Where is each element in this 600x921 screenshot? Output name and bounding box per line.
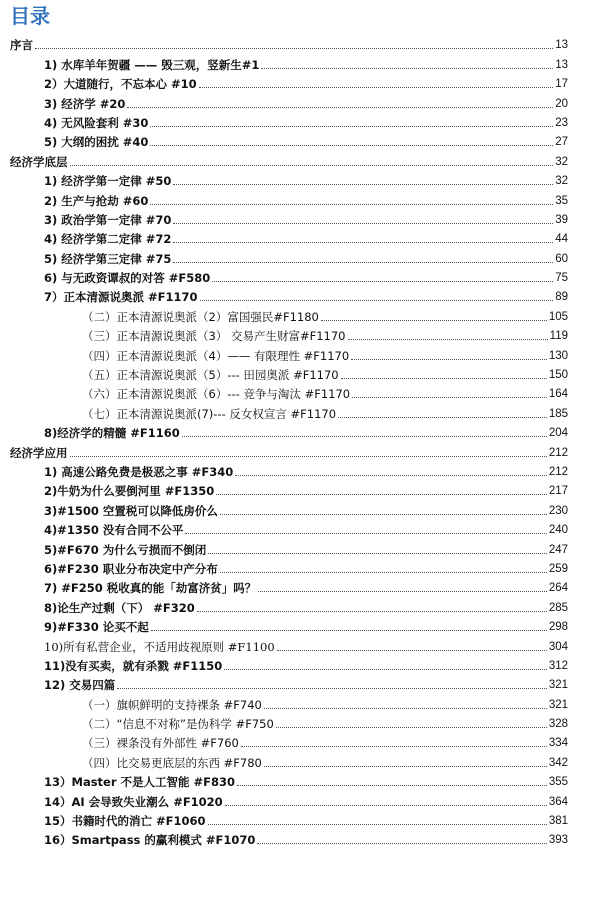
toc-entry[interactable]: [0, 635, 600, 654]
toc-entry[interactable]: [0, 577, 600, 596]
toc-entry-label: 11)没有买卖，就有杀戮 #F1150: [44, 658, 223, 673]
dot-leader: [173, 242, 553, 243]
toc-subentry[interactable]: [0, 713, 600, 732]
dot-leader: [351, 359, 547, 360]
dot-leader: [117, 688, 547, 689]
toc-entry[interactable]: [0, 267, 600, 286]
toc-entry-label: 9)#F330 论买不起: [44, 620, 149, 635]
toc-page-number: 23: [555, 116, 568, 129]
toc-page-number: 247: [548, 543, 568, 556]
toc-entry-label: 4) 无风险套利 #30: [44, 115, 149, 130]
toc-page-number: 321: [548, 698, 568, 711]
dot-leader: [277, 650, 547, 651]
toc-page-number: 393: [548, 834, 568, 847]
toc-page-number: 44: [555, 233, 568, 246]
toc-subentry[interactable]: [0, 364, 600, 383]
toc-entry-label: （二）正本清源说奥派（2）富国强民#F1180: [82, 309, 319, 324]
toc-entry[interactable]: [0, 73, 600, 92]
toc-entry[interactable]: [0, 53, 600, 72]
toc-entry-label: 5)#F670 为什么亏损而不倒闭: [44, 542, 207, 557]
toc-page-number: 185: [548, 407, 568, 420]
toc-page-number: 364: [548, 795, 568, 808]
dot-leader: [182, 436, 547, 437]
dot-leader: [127, 107, 553, 108]
toc-entry-label: 12) 交易四篇: [44, 678, 116, 693]
toc-entry[interactable]: [0, 189, 600, 208]
toc-page-number: 39: [555, 213, 568, 226]
toc-entry-label: 8)经济学的精髓 #F1160: [44, 426, 180, 441]
dot-leader: [35, 48, 553, 49]
toc-entry-label: 3) 经济学 #20: [44, 96, 126, 111]
toc-entry-label: （三）裸条没有外部性 #F760: [82, 736, 239, 751]
toc-entry-label: （六）正本清源说奥派（6）--- 竞争与淘汰 #F1170: [82, 387, 351, 402]
toc-entry[interactable]: [0, 829, 600, 848]
toc-entry[interactable]: [0, 480, 600, 499]
toc-entry[interactable]: [0, 538, 600, 557]
toc-page-number: 105: [548, 310, 568, 323]
toc-entry-label: 16）Smartpass 的赢利模式 #F1070: [44, 833, 256, 848]
dot-leader: [200, 300, 554, 301]
toc-section[interactable]: [0, 150, 600, 169]
toc-subentry[interactable]: [0, 402, 600, 421]
toc-entry[interactable]: [0, 519, 600, 538]
dot-leader: [173, 184, 553, 185]
toc-entry-label: 15）书籍时代的消亡 #F1060: [44, 814, 206, 829]
toc-page-number: 27: [555, 136, 568, 149]
toc-entry-label: （七）正本清源说奥派(7)--- 反女权宣言 #F1170: [82, 406, 337, 421]
toc-page-number: 13: [555, 39, 568, 52]
toc-page-number: 217: [548, 485, 568, 498]
dot-leader: [150, 126, 553, 127]
dot-leader: [197, 611, 547, 612]
toc-subentry[interactable]: [0, 305, 600, 324]
dot-leader: [220, 514, 547, 515]
dot-leader: [220, 572, 547, 573]
dot-leader: [150, 204, 553, 205]
toc-entry-label: （四）正本清源说奥派（4）—— 有限理性 #F1170: [82, 348, 350, 363]
toc-entry-label: 7）正本清源说奥派 #F1170: [44, 290, 198, 305]
dot-leader: [208, 553, 547, 554]
toc-entry-label: 2）大道随行，不忘本心 #10: [44, 77, 197, 92]
toc-entry-label: （三）正本清源说奥派（3） 交易产生财富#F1170: [82, 329, 346, 344]
toc-section[interactable]: [0, 441, 600, 460]
dot-leader: [264, 708, 547, 709]
toc-page-number: 13: [555, 58, 568, 71]
dot-leader: [237, 785, 547, 786]
dot-leader: [150, 145, 553, 146]
toc-page-number: 75: [555, 272, 568, 285]
toc-entry[interactable]: [0, 131, 600, 150]
toc-entry[interactable]: [0, 655, 600, 674]
toc-entry[interactable]: [0, 422, 600, 441]
toc-entry[interactable]: [0, 209, 600, 228]
toc-subentry[interactable]: [0, 732, 600, 751]
toc-entry-label: 经济学应用: [10, 445, 68, 460]
toc-entry[interactable]: [0, 810, 600, 829]
toc-list: [0, 34, 600, 848]
toc-page-number: 130: [548, 349, 568, 362]
dot-leader: [151, 630, 547, 631]
toc-entry-label: （四）比交易更底层的东西 #F780: [82, 755, 262, 770]
toc-entry-label: 8)论生产过剩（下） #F320: [44, 600, 195, 615]
dot-leader: [225, 805, 547, 806]
toc-entry-label: 经济学底层: [10, 154, 68, 169]
toc-entry-label: （一）旗帜鲜明的支持裸条 #F740: [82, 697, 262, 712]
toc-entry[interactable]: [0, 596, 600, 615]
toc-page-number: 20: [555, 97, 568, 110]
toc-entry[interactable]: [0, 92, 600, 111]
dot-leader: [216, 494, 547, 495]
toc-page-number: 381: [548, 815, 568, 828]
dot-leader: [264, 766, 547, 767]
toc-entry-label: （五）正本清源说奥派（5）--- 田园奥派 #F1170: [82, 368, 339, 383]
toc-page-number: 259: [548, 562, 568, 575]
toc-entry[interactable]: [0, 461, 600, 480]
toc-entry[interactable]: [0, 499, 600, 518]
toc-page-number: 321: [548, 679, 568, 692]
toc-entry[interactable]: [0, 771, 600, 790]
toc-section[interactable]: [0, 34, 600, 53]
dot-leader: [338, 417, 547, 418]
dot-leader: [258, 591, 547, 592]
toc-subentry[interactable]: [0, 344, 600, 363]
toc-entry[interactable]: [0, 170, 600, 189]
toc-page-number: 204: [548, 427, 568, 440]
toc-page-number: 264: [548, 582, 568, 595]
toc-entry-label: 5) 大纲的困扰 #40: [44, 135, 149, 150]
toc-entry-label: 14）AI 会导致失业潮么 #F1020: [44, 794, 223, 809]
toc-page-number: 119: [549, 330, 568, 343]
dot-leader: [341, 378, 547, 379]
toc-page-number: 230: [548, 504, 568, 517]
dot-leader: [70, 456, 547, 457]
dot-leader: [224, 669, 547, 670]
toc-page-number: 150: [548, 369, 568, 382]
dot-leader: [352, 397, 547, 398]
dot-leader: [261, 68, 553, 69]
dot-leader: [199, 87, 554, 88]
toc-page-number: 355: [548, 776, 568, 789]
toc-page-number: 334: [548, 737, 568, 750]
toc-entry-label: 13）Master 不是人工智能 #F830: [44, 775, 236, 790]
dot-leader: [257, 843, 546, 844]
dot-leader: [185, 533, 546, 534]
toc-entry-label: 1) 高速公路免费是极恶之事 #F340: [44, 464, 234, 479]
toc-page-number: 328: [548, 718, 568, 731]
toc-page-number: 32: [555, 175, 568, 188]
toc-entry-label: 6) 与无政资谭叔的对答 #F580: [44, 271, 211, 286]
toc-entry-label: 7) #F250 税收真的能「劫富济贫」吗？: [44, 581, 257, 596]
toc-page-number: 17: [555, 78, 568, 91]
toc-page-number: 212: [548, 465, 568, 478]
dot-leader: [173, 262, 553, 263]
toc-entry[interactable]: [0, 790, 600, 809]
toc-page-number: 60: [555, 252, 568, 265]
toc-page-number: 89: [555, 291, 568, 304]
toc-page-number: 298: [548, 621, 568, 634]
toc-entry[interactable]: [0, 247, 600, 266]
dot-leader: [235, 475, 547, 476]
toc-page-number: 312: [548, 659, 568, 672]
toc-subentry[interactable]: [0, 693, 600, 712]
toc-page-number: 164: [548, 388, 568, 401]
toc-subentry[interactable]: [0, 383, 600, 402]
toc-entry-label: 3) 政治学第一定律 #70: [44, 212, 172, 227]
toc-entry-label: （二）“信息不对称”是伪科学 #F750: [82, 717, 274, 732]
toc-page-number: 35: [555, 194, 568, 207]
toc-title: 目录: [10, 4, 50, 28]
toc-entry[interactable]: [0, 228, 600, 247]
toc-entry[interactable]: [0, 112, 600, 131]
toc-entry-label: 5) 经济学第三定律 #75: [44, 251, 172, 266]
dot-leader: [173, 223, 553, 224]
toc-page-number: 32: [555, 155, 568, 168]
dot-leader: [208, 824, 547, 825]
toc-entry-label: 2)牛奶为什么要倒河里 #F1350: [44, 484, 215, 499]
toc-page-number: 240: [548, 524, 568, 537]
toc-entry[interactable]: [0, 286, 600, 305]
toc-entry-label: 1) 经济学第一定律 #50: [44, 174, 172, 189]
toc-entry-label: 4) 经济学第二定律 #72: [44, 232, 172, 247]
toc-page-number: 342: [548, 756, 568, 769]
toc-entry-label: 10)所有私营企业，不适用歧视原则 #F1100: [44, 639, 275, 654]
toc-entry-label: 2) 生产与抢劫 #60: [44, 193, 149, 208]
toc-subentry[interactable]: [0, 325, 600, 344]
toc-entry-label: 4)#1350 没有合同不公平: [44, 523, 184, 538]
dot-leader: [348, 339, 548, 340]
toc-entry-label: 3)#1500 空置税可以降低房价么: [44, 503, 218, 518]
toc-entry[interactable]: [0, 674, 600, 693]
toc-page-number: 285: [548, 601, 568, 614]
toc-entry-label: 6)#F230 职业分布决定中产分布: [44, 561, 218, 576]
toc-entry[interactable]: [0, 616, 600, 635]
dot-leader: [70, 165, 554, 166]
dot-leader: [212, 281, 553, 282]
toc-subentry[interactable]: [0, 751, 600, 770]
toc-page-number: 304: [548, 640, 568, 653]
toc-entry-label: 序言: [10, 38, 33, 53]
dot-leader: [241, 746, 547, 747]
toc-entry[interactable]: [0, 558, 600, 577]
toc-page-number: 212: [548, 446, 568, 459]
toc-entry-label: 1) 水库羊年贺疆 —— 毁三观，竖新生#1: [44, 57, 260, 72]
dot-leader: [276, 727, 547, 728]
dot-leader: [321, 320, 547, 321]
